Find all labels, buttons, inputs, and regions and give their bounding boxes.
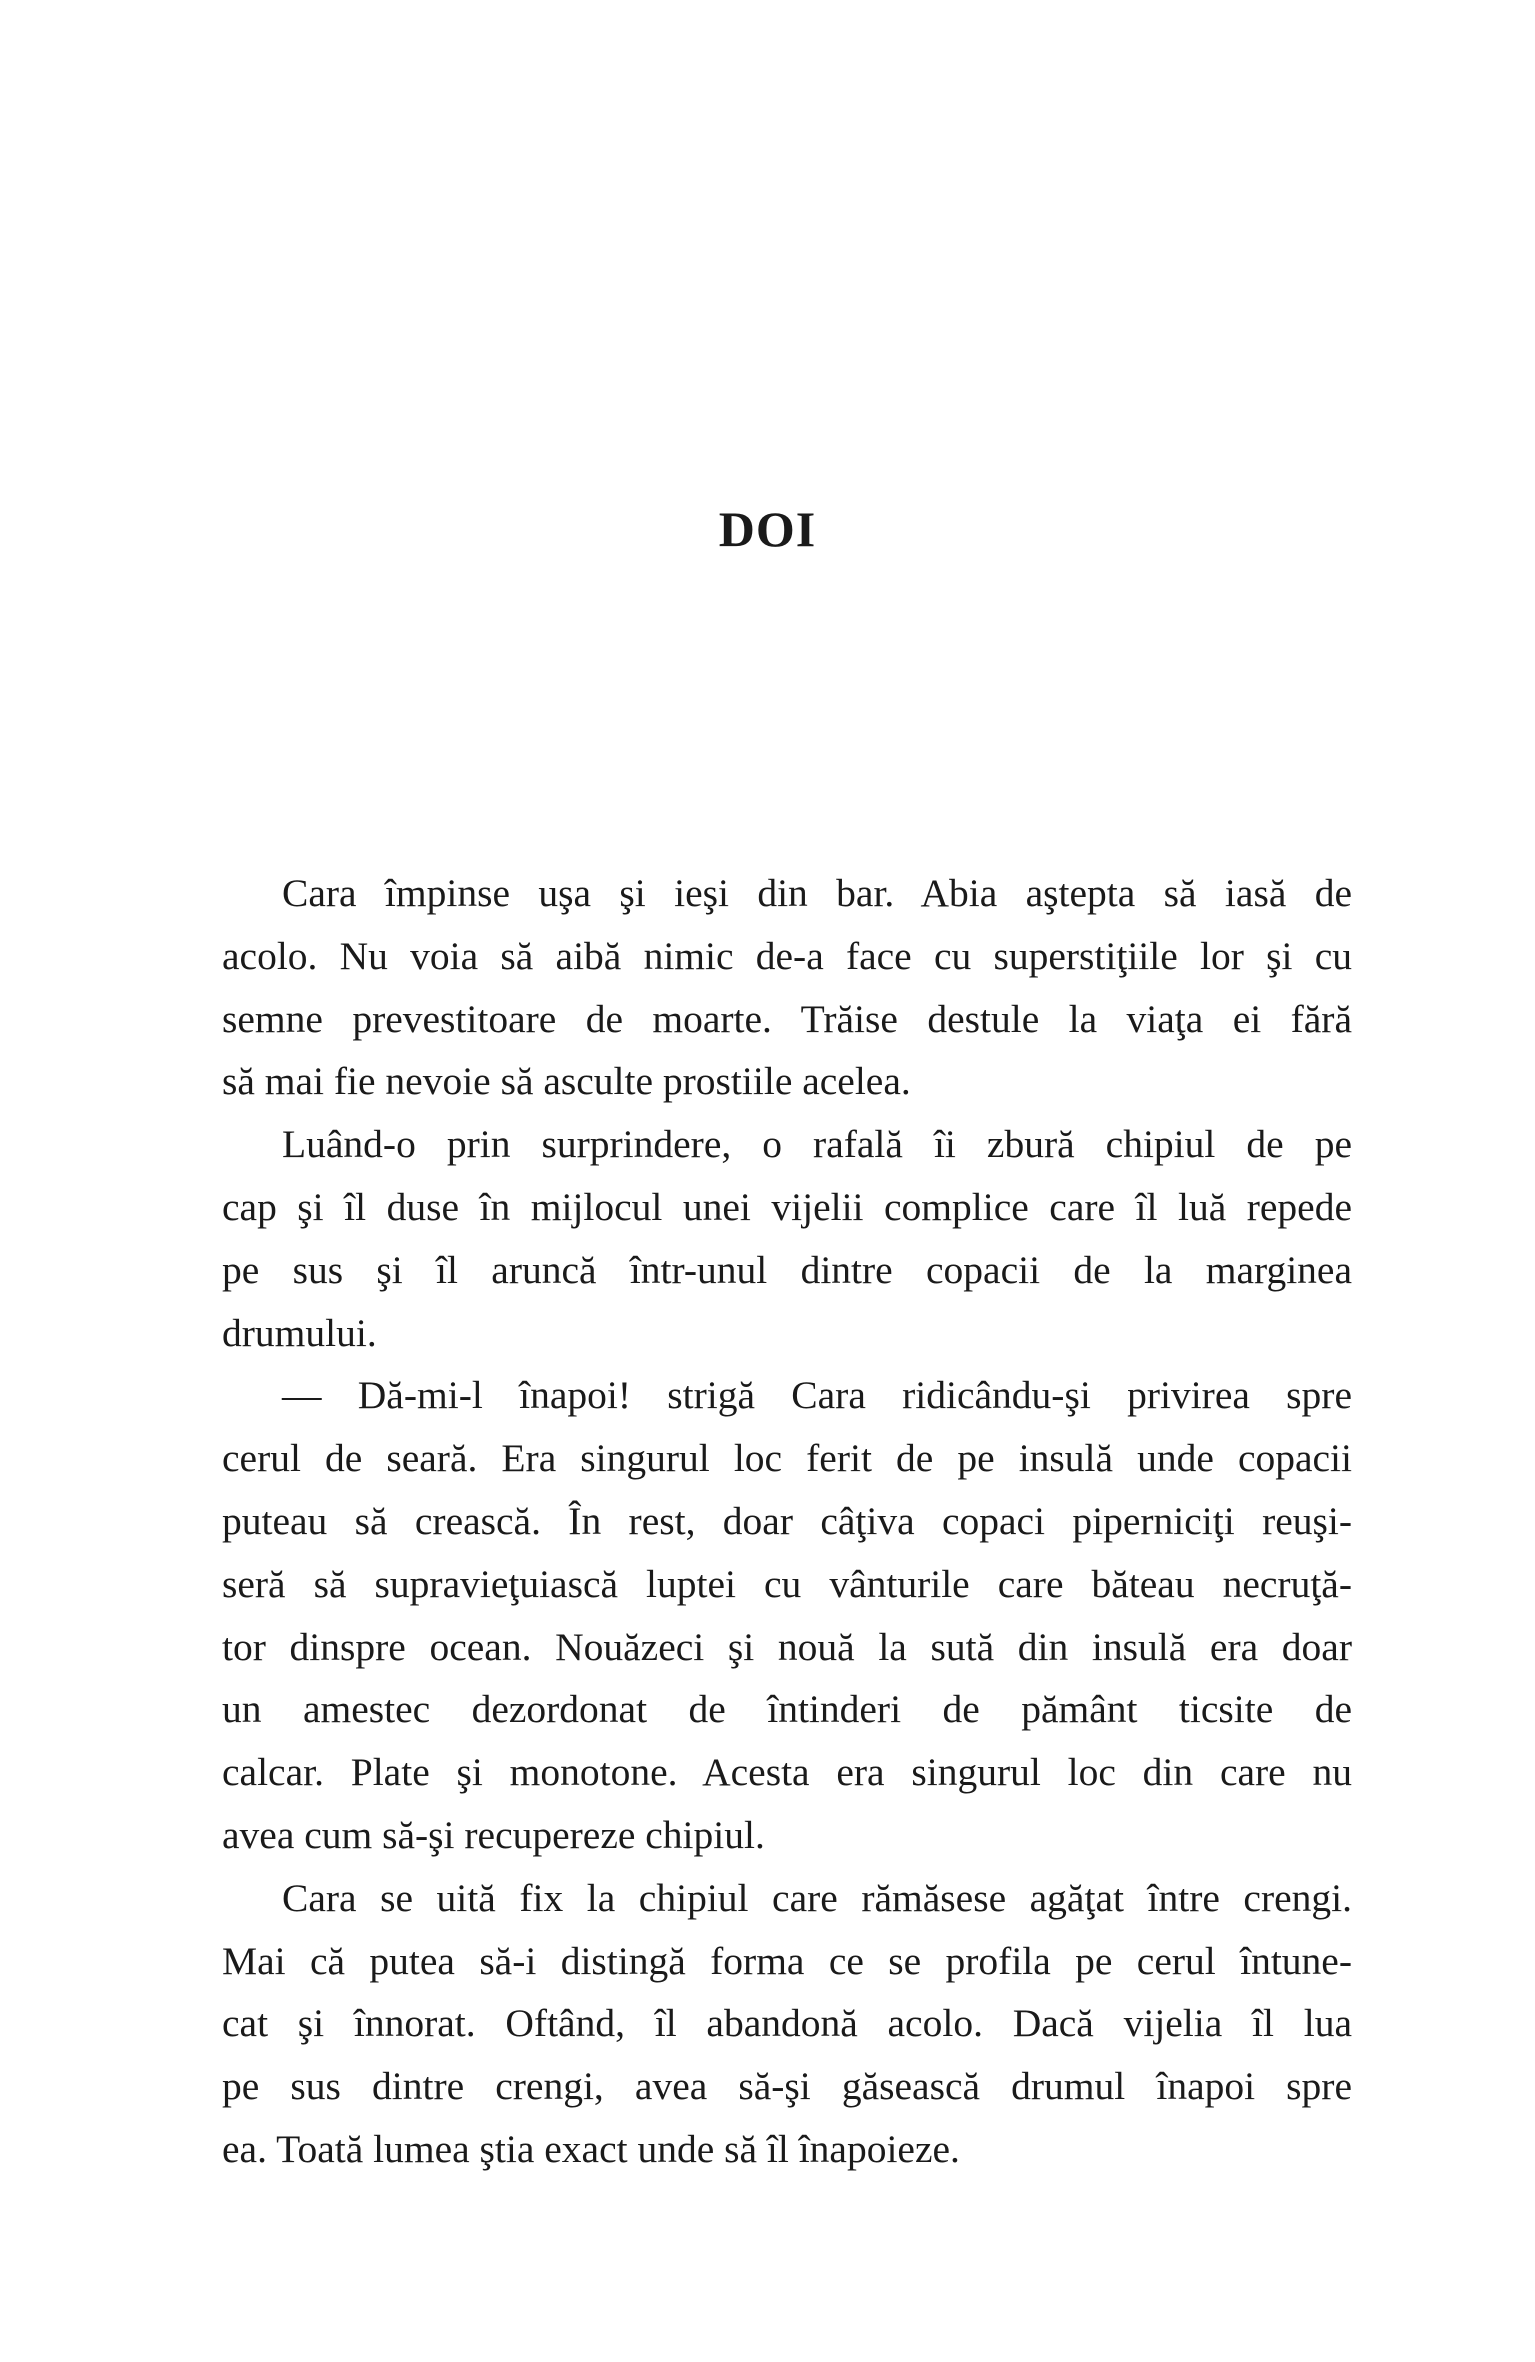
text-line: Cara se uită fix la chipiul care rămăsese agăţat între crengi. [282,1875,1352,1920]
text-line: pe sus dintre crengi, avea să-şi găsească drumul înapoi spre [222,2064,1352,2109]
text-line: cerul de seară. Era singurul loc ferit de pe insulă unde copacii [222,1436,1352,1481]
text-line: semne prevestitoare de moarte. Trăise destule la viaţa ei fără [222,996,1352,1041]
text-line: cap şi îl duse în mijlocul unei vijelii complice care îl luă repede [222,1184,1352,1229]
text-line: seră să supravieţuiască luptei cu vânturile care băteau necruţă- [222,1561,1352,1606]
text-line: avea cum să-şi recupereze chipiul. [222,1812,765,1857]
text-line: ea. Toată lumea ştia exact unde să îl înapoieze. [222,2126,960,2171]
text-line: — Dă-mi-l înapoi! strigă Cara ridicându-şi privirea spre [282,1373,1352,1418]
text-line: acolo. Nu voia să aibă nimic de-a face cu superstiţiile lor şi cu [222,933,1352,978]
text-line: Cara împinse uşa şi ieşi din bar. Abia aştepta să iasă de [282,871,1352,915]
text-line: Mai că putea să-i distingă forma ce se profila pe cerul întune- [222,1938,1352,1983]
text-line: să mai fie nevoie să asculte prostiile acelea. [222,1059,911,1104]
text-line: calcar. Plate şi monotone. Acesta era singurul loc din care nu [222,1750,1352,1795]
text-line: drumului. [222,1310,377,1355]
text-line: Luând-o prin surprindere, o rafală îi zbură chipiul de pe [282,1122,1352,1167]
chapter-body [222,862,1352,2181]
text-line: tor dinspre ocean. Nouăzeci şi nouă la sută din insulă era doar [222,1624,1352,1669]
text-line: pe sus şi îl aruncă într-unul dintre copacii de la marginea [222,1247,1352,1292]
text-line: un amestec dezordonat de întinderi de pământ ticsite de [222,1687,1352,1732]
text-line: puteau să crească. În rest, doar câţiva copaci piperniciţi reuşi- [222,1498,1352,1543]
chapter-title: DOI [718,501,817,557]
text-line: cat şi înnorat. Oftând, îl abandonă acolo. Dacă vijelia îl lua [222,2001,1352,2046]
